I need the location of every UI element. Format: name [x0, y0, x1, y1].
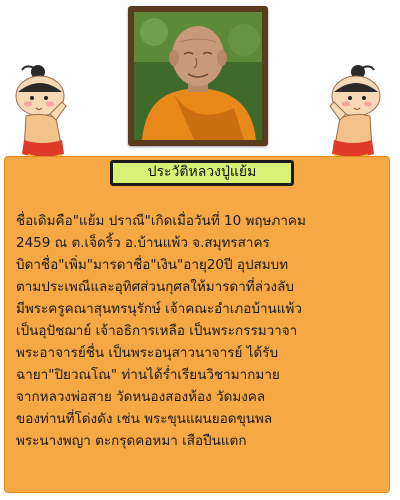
biography-line: เป็นอุปัชฌาย์ เจ้าอธิการเหลือ เป็นพระกรรมวาจา: [16, 323, 298, 339]
monk-portrait: [128, 6, 268, 146]
biography-line: จากหลวงพ่อสาย วัดหนองสองห้อง วัดมงคล: [16, 389, 266, 405]
biography-line: พระอาจารย์ชื่น เป็นพระอนุสาวนาจารย์ ได้รับ: [16, 345, 279, 361]
biography-line: ชื่อเดิมคือ"แย้ม ปราณี"เกิดเมื่อวันที่ 10 พฤษภาคม: [16, 213, 306, 229]
biography-title: ประวัติหลวงปู่แย้ม: [110, 160, 294, 186]
biography-line: ฉายา"ปิยวณโณ" ท่านได้ร่ำเรียนวิชามากมาย: [16, 367, 280, 383]
monk-portrait-image: [134, 12, 262, 140]
biography-line: 2459 ณ ต.เจ็ดริ้ว อ.บ้านแพ้ว จ.สมุทรสาคร: [16, 235, 270, 251]
biography-line: บิดาชื่อ"เพิ่ม"มารดาชื่อ"เงิน"อายุ20ปี อุปสมบท: [16, 257, 289, 273]
biography-text: [16, 210, 384, 452]
biography-line: มีพระครูคณาสุนทรนุรักษ์ เจ้าคณะอำเภอบ้านแพ้ว: [16, 301, 302, 317]
biography-line: ตามประเพณีและอุทิศส่วนกุศลให้มารดาที่ล่วงลับ: [16, 279, 294, 295]
biography-line: ของท่านที่โด่งดัง เช่น พระขุนแผนยอดขุนพล: [16, 411, 273, 427]
biography-line: พระนางพญา ตะกรุดคอหมา เสือปืนแตก: [16, 433, 247, 449]
